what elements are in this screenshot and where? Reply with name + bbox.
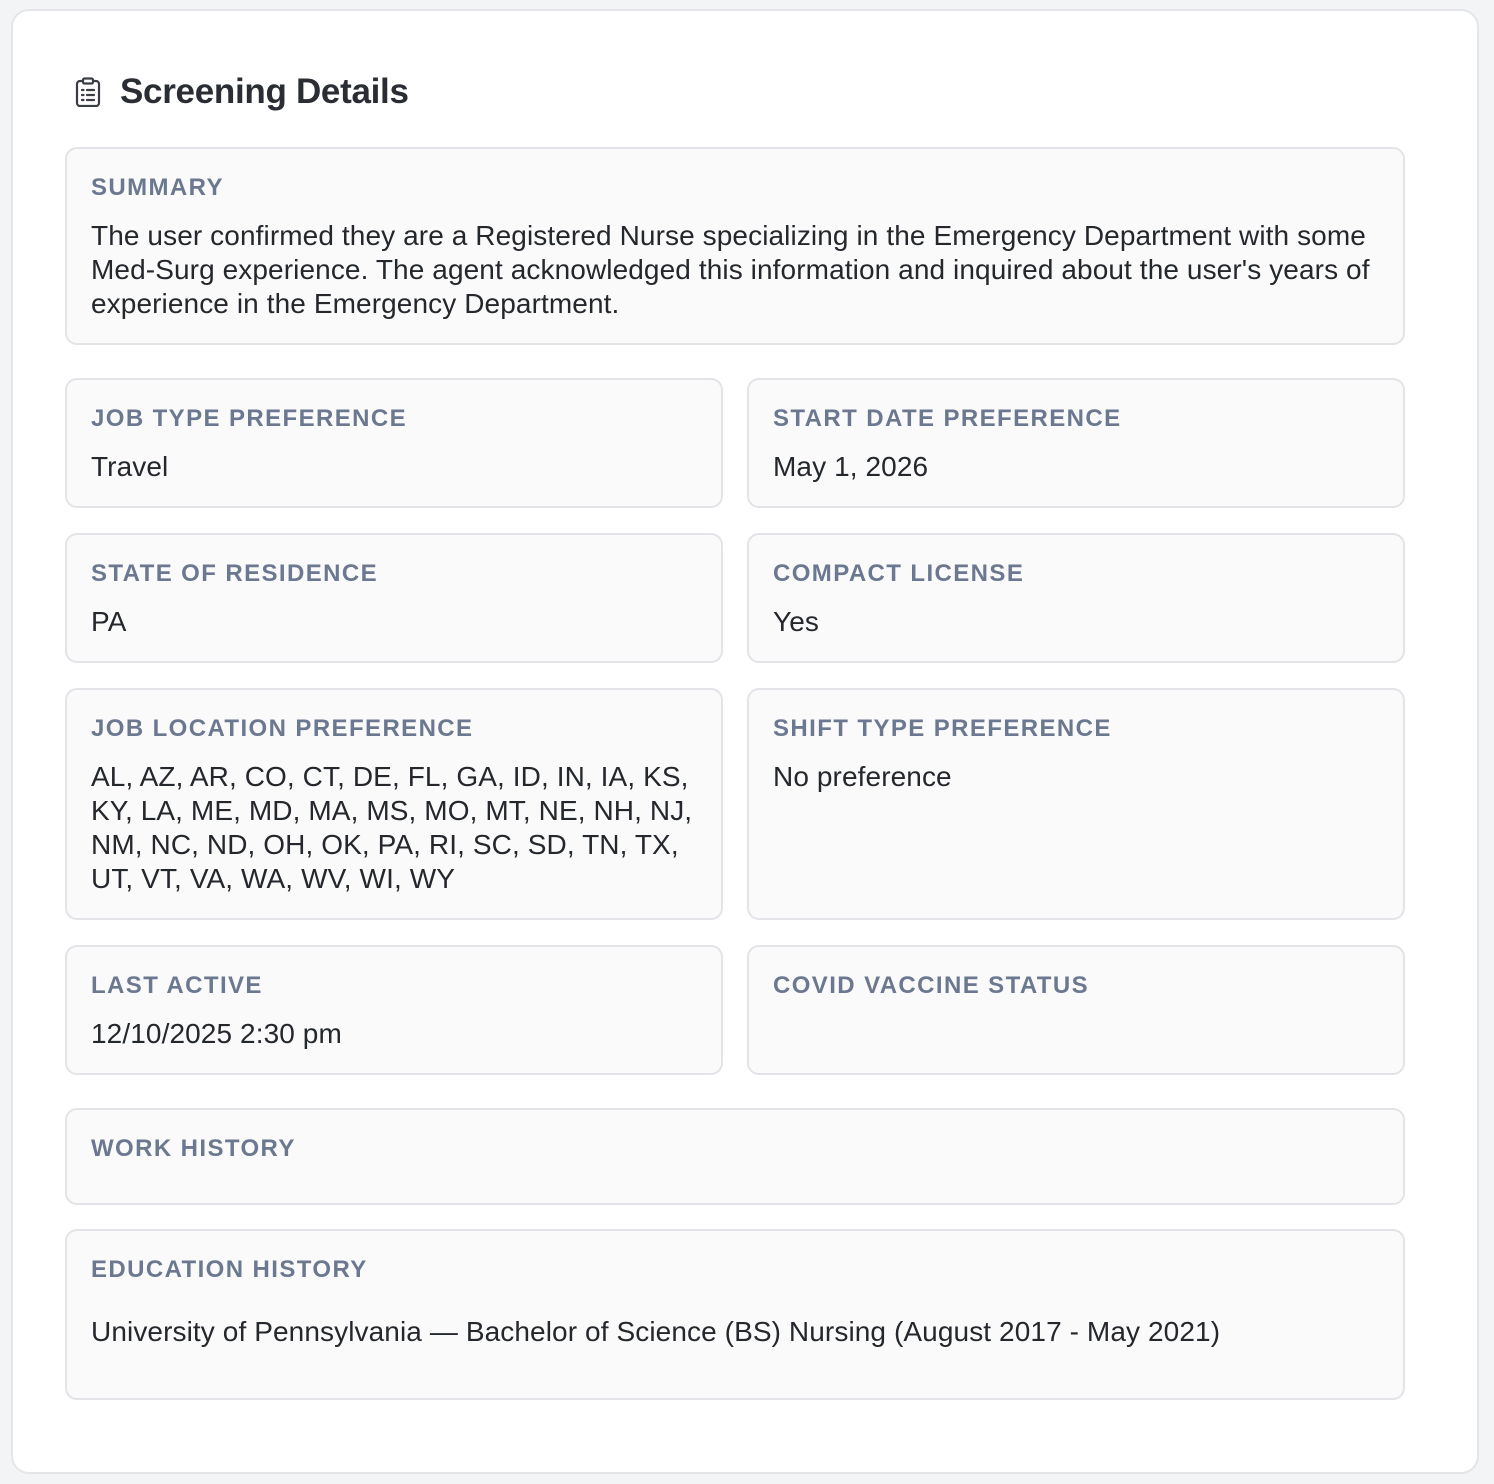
shift-type-preference-field bbox=[747, 688, 1405, 920]
start-date-preference-value: May 1, 2026 bbox=[773, 451, 929, 482]
covid-vaccine-status-label: COVID VACCINE STATUS bbox=[773, 972, 1090, 999]
state-of-residence-field bbox=[65, 533, 723, 663]
job-location-preference-label: JOB LOCATION PREFERENCE bbox=[91, 715, 474, 742]
work-history-field bbox=[65, 1108, 1405, 1205]
compact-license-value: Yes bbox=[773, 606, 819, 637]
job-type-preference-value: Travel bbox=[91, 451, 169, 482]
summary-value: The user confirmed they are a Registered Nurse specializing in the Emergency Department with some Med-Surg experience. The agent acknowledged this information and inquired about the user's years of experience in the Emergency Department. bbox=[91, 220, 1370, 319]
shift-type-preference-value: No preference bbox=[773, 761, 952, 792]
last-active-field bbox=[65, 945, 723, 1075]
last-active-value: 12/10/2025 2:30 pm bbox=[91, 1018, 342, 1049]
education-history-label: EDUCATION HISTORY bbox=[91, 1256, 368, 1283]
state-of-residence-value: PA bbox=[91, 606, 127, 637]
job-location-preference-value: AL, AZ, AR, CO, CT, DE, FL, GA, ID, IN, IA, KS, KY, LA, ME, MD, MA, MS, MO, MT, NE, NH, NJ, NM, NC, ND, OH, OK, PA, RI, SC, SD, TN, TX, UT, VT, VA, WA, WV, WI, WY bbox=[91, 761, 693, 894]
covid-vaccine-status-field bbox=[747, 945, 1405, 1075]
compact-license-label: COMPACT LICENSE bbox=[773, 560, 1025, 587]
clipboard-icon bbox=[74, 76, 102, 108]
shift-type-preference-label: SHIFT TYPE PREFERENCE bbox=[773, 715, 1112, 742]
start-date-preference-label: START DATE PREFERENCE bbox=[773, 405, 1122, 432]
education-history-value: University of Pennsylvania — Bachelor of Science (BS) Nursing (August 2017 - May 2021) bbox=[91, 1316, 1221, 1347]
work-history-label: WORK HISTORY bbox=[91, 1135, 296, 1162]
education-history-field bbox=[65, 1229, 1405, 1400]
compact-license-field bbox=[747, 533, 1405, 663]
summary-field bbox=[65, 147, 1405, 345]
job-type-preference-label: JOB TYPE PREFERENCE bbox=[91, 405, 407, 432]
section-header bbox=[74, 72, 409, 112]
job-location-preference-field bbox=[65, 688, 723, 920]
job-type-preference-field bbox=[65, 378, 723, 508]
state-of-residence-label: STATE OF RESIDENCE bbox=[91, 560, 378, 587]
last-active-label: LAST ACTIVE bbox=[91, 972, 263, 999]
start-date-preference-field bbox=[747, 378, 1405, 508]
summary-label: SUMMARY bbox=[91, 174, 224, 201]
section-title: Screening Details bbox=[120, 72, 409, 111]
